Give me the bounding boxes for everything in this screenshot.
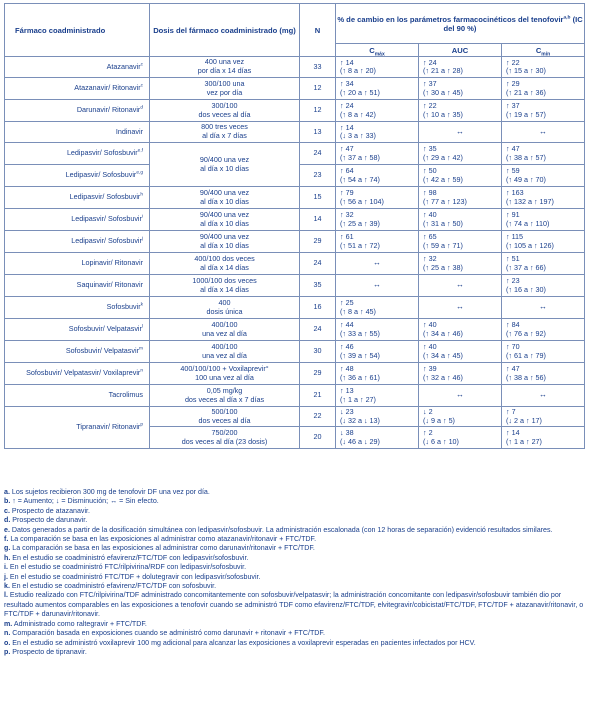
dose-line: al día x 14 días xyxy=(200,262,249,272)
n-value: 30 xyxy=(300,341,336,363)
table-row xyxy=(5,253,585,275)
cmin-value-line: (↑ 38 a ↑ 57) xyxy=(506,152,546,162)
dose xyxy=(150,363,300,385)
dose-line: 90/400 una vez xyxy=(199,209,250,219)
cmax-value-line: (↓ 46 a ↓ 29) xyxy=(340,436,380,446)
cmax-value xyxy=(336,231,419,253)
auc-value-line: (↑ 30 a ↑ 45) xyxy=(423,87,463,97)
auc-value-line: ↑ 40 xyxy=(423,210,437,220)
footnote: a. Los sujetos recibieron 300 mg de tenofovir DF una vez por día. xyxy=(4,488,210,496)
cmax-value-line: (↑ 8 a ↑ 20) xyxy=(340,66,376,75)
cmax-value-line: ↓ 38 xyxy=(340,428,354,438)
table-row xyxy=(5,231,585,253)
footnote: n. Comparación basada en exposiciones cuando se administró como darunavir + ritonavir + FTC/TDF. xyxy=(4,629,325,638)
header-pct-change-sup: a,b xyxy=(563,14,571,20)
footnote: h. En el estudio se coadministró efavirenz/FTC/TDF con ledipasvir/sofosbuvir. xyxy=(4,553,249,562)
cmax-value xyxy=(336,57,419,78)
cmax-value-line: ↑ 25 xyxy=(340,298,354,308)
dose-line: 90/400 una vez xyxy=(199,187,250,197)
cmin-value xyxy=(502,209,585,231)
cmin-value xyxy=(502,122,585,143)
cmax-value-line: ↑ 14 xyxy=(340,122,354,132)
cmax-value-line: (↑ 8 a ↑ 45) xyxy=(340,306,376,316)
drug-name: Indinavir xyxy=(5,122,150,143)
cmax-value-line: (↑ 25 a ↑ 39) xyxy=(340,218,380,228)
auc-value-line: ↑ 98 xyxy=(423,188,437,198)
cmax-value xyxy=(336,122,419,143)
cmin-value-line: (↑ 105 a ↑ 126) xyxy=(506,240,554,250)
header-auc: AUC xyxy=(419,44,502,57)
auc-value-line: ↑ 22 xyxy=(423,101,437,111)
drug-name: Sofosbuvir$^k$ xyxy=(5,297,150,319)
cmin-value-line: ↔ xyxy=(539,126,547,136)
dose-line: 400 xyxy=(218,297,231,307)
cmin-value-line: (↑ 76 a ↑ 92) xyxy=(506,328,546,338)
cmin-value-line: (↑ 16 a ↑ 30) xyxy=(506,284,546,294)
dose xyxy=(150,341,300,363)
auc-value-line: ↑ 40 xyxy=(423,320,437,330)
table-row xyxy=(5,122,585,143)
footnote: o. En el estudio se administró voxilaprevir 100 mg adicional para alcanzar las exposiciones a voxilaprevir esperadas en pacientes infectados por HCV. xyxy=(4,638,476,647)
cmin-value-line: (↑ 37 a ↑ 66) xyxy=(506,262,546,272)
cmax-value-line: (↑ 1 a ↑ 27) xyxy=(340,394,376,404)
table-row xyxy=(5,297,585,319)
cmin-value xyxy=(502,165,585,187)
table-row xyxy=(5,385,585,407)
cmin-value-line: ↑ 47 xyxy=(506,144,520,154)
dose-line: dos veces al día xyxy=(198,415,251,425)
auc-value-line: ↑ 32 xyxy=(423,254,437,264)
cmin-value-line: (↑ 21 a ↑ 36) xyxy=(506,87,546,97)
auc-value xyxy=(419,297,502,319)
auc-value-line: (↑ 42 a ↑ 59) xyxy=(423,174,463,184)
auc-value-line: ↑ 37 xyxy=(423,79,437,89)
cmax-value-line: ↓ 23 xyxy=(340,407,354,417)
footnote: l. Estudio realizado con FTC/rilpivirina/TDF administrado concomitantemente con sofosbuvir/velpatasvir; la administración concomitante con ledipasvir/sofosbuvir también dio por resultado aumentos comparables en las exposiciones a tenofovir cuando se administró TDF como efavirenz/FTC/TDF, elvitegravir/cobicistat/FTC/TDF, FTC/TDF + atazanavir/ritonavir, o FTC/TDF + darunavir/ritonavir. xyxy=(4,591,584,619)
cmin-value xyxy=(502,187,585,209)
cmax-value-line: (↑ 33 a ↑ 55) xyxy=(340,328,380,338)
cmax-value xyxy=(336,165,419,187)
dose-line: 400/100 xyxy=(211,319,238,329)
cmin-value-line: (↑ 1 a ↑ 27) xyxy=(506,436,542,446)
dose xyxy=(150,122,300,143)
footnote: c. Prospecto de atazanavir. xyxy=(4,506,90,515)
cmax-value xyxy=(336,253,419,275)
cmin-value xyxy=(502,427,585,449)
n-value: 35 xyxy=(300,275,336,297)
header-cmin: $C_{mín}$ xyxy=(502,44,585,57)
cmin-value-line: (↑ 38 a ↑ 56) xyxy=(506,372,546,382)
cmax-value xyxy=(336,78,419,100)
cmax-value xyxy=(336,407,419,427)
drug-name: Darunavir/ Ritonavir$^d$ xyxy=(5,100,150,122)
cmin-value-line: ↑ 115 xyxy=(506,232,524,242)
cmin-value-line: ↑ 29 xyxy=(506,79,520,89)
header-pct-change xyxy=(336,4,585,44)
dose-line: 750/200 xyxy=(211,427,238,437)
cmax-value-line: ↑ 79 xyxy=(340,188,354,198)
n-value: 15 xyxy=(300,187,336,209)
drug-name: Lopinavir/ Ritonavir xyxy=(5,253,150,275)
cmin-value xyxy=(502,143,585,165)
dose-line: por día x 14 días xyxy=(197,66,252,75)
dose-line: una vez al día xyxy=(202,350,247,360)
dose-line: 100 una vez al día xyxy=(195,372,254,382)
auc-value xyxy=(419,275,502,297)
dose xyxy=(150,427,300,449)
auc-value-line: (↑ 34 a ↑ 45) xyxy=(423,350,463,360)
cmax-value-line: (↓ 3 a ↑ 33) xyxy=(340,131,376,140)
cmin-value xyxy=(502,57,585,78)
cmin-value-line: ↔ xyxy=(539,390,547,400)
cmin-value-line: ↔ xyxy=(539,302,547,312)
table-row xyxy=(5,209,585,231)
dose-line: dosis única xyxy=(206,306,243,316)
cmax-value-line: (↑ 56 a ↑ 104) xyxy=(340,196,384,206)
dose-line: una vez al día xyxy=(202,328,247,338)
footnote: m. Administrado como raltegravir + FTC/TDF. xyxy=(4,619,147,628)
auc-value xyxy=(419,187,502,209)
cmin-value-line: ↑ 70 xyxy=(506,342,520,352)
n-value: 14 xyxy=(300,209,336,231)
cmin-value xyxy=(502,385,585,407)
footnote: d. Prospecto de darunavir. xyxy=(4,516,88,525)
cmax-value-line: ↑ 46 xyxy=(340,342,354,352)
auc-value xyxy=(419,100,502,122)
dose-line: dos veces al día (23 dosis) xyxy=(181,436,268,446)
dose-line: vez por día xyxy=(206,87,243,97)
auc-value xyxy=(419,427,502,449)
dose xyxy=(150,231,300,253)
n-value: 24 xyxy=(300,143,336,165)
auc-value xyxy=(419,407,502,427)
auc-value-line: ↑ 2 xyxy=(423,428,433,438)
auc-value xyxy=(419,78,502,100)
dose-line: 800 tres veces xyxy=(201,122,248,132)
cmin-value xyxy=(502,275,585,297)
auc-value xyxy=(419,122,502,143)
auc-value-line: (↓ 6 a ↑ 10) xyxy=(423,436,459,446)
dose-line: dos veces al día xyxy=(198,109,251,119)
dose-shared xyxy=(150,143,300,187)
n-value: 12 xyxy=(300,100,336,122)
cmin-value-line: ↑ 23 xyxy=(506,276,520,286)
auc-value-line: ↑ 24 xyxy=(423,57,437,67)
dose xyxy=(150,297,300,319)
cmax-value-line: ↔ xyxy=(373,280,381,290)
dose-line: 300/100 xyxy=(211,100,238,110)
cmax-value-line: ↑ 32 xyxy=(340,210,354,220)
auc-value-line: ↔ xyxy=(456,302,464,312)
table-row xyxy=(5,100,585,122)
drug-name: Tipranavir/ Ritonavir$^p$ xyxy=(5,407,150,449)
dose-line: al día x 14 días xyxy=(200,284,249,294)
dose xyxy=(150,319,300,341)
table-row xyxy=(5,78,585,100)
dose xyxy=(150,275,300,297)
drug-name: Atazanavir$^c$ xyxy=(5,57,150,78)
cmax-value-line: ↑ 64 xyxy=(340,166,354,176)
auc-value-line: ↑ 50 xyxy=(423,166,437,176)
n-value: 24 xyxy=(300,253,336,275)
header-n: N xyxy=(300,4,336,57)
cmin-value-line: (↑ 19 a ↑ 57) xyxy=(506,109,546,119)
drug-name: Atazanavir/ Ritonavir$^c$ xyxy=(5,78,150,100)
dose-line: 300/100 una xyxy=(204,78,245,88)
drug-name: Sofosbuvir/ Velpatasvir$^l$ xyxy=(5,319,150,341)
cmax-value-line: (↑ 20 a ↑ 51) xyxy=(340,87,380,97)
cmax-value xyxy=(336,297,419,319)
auc-value xyxy=(419,319,502,341)
n-value: 16 xyxy=(300,297,336,319)
n-value: 23 xyxy=(300,165,336,187)
drug-name: Ledipasvir/ Sofosbuvir$^{e,g}$ xyxy=(5,165,150,187)
dose xyxy=(150,57,300,78)
auc-value-line: (↑ 10 a ↑ 35) xyxy=(423,109,463,119)
n-value: 22 xyxy=(300,407,336,427)
n-value: 29 xyxy=(300,231,336,253)
cmin-value-line: ↑ 163 xyxy=(506,188,524,198)
n-value: 20 xyxy=(300,427,336,449)
dose-line: al día x 7 días xyxy=(202,131,247,140)
cmax-value-line: (↑ 39 a ↑ 54) xyxy=(340,350,380,360)
header-pct-change-text: % de cambio en los parámetros farmacocinéticos del tenofovir xyxy=(337,14,564,24)
header-dose: Dosis del fármaco coadministrado (mg) xyxy=(150,4,300,57)
auc-value xyxy=(419,165,502,187)
cmax-value-line: ↔ xyxy=(373,258,381,268)
cmin-value-line: (↑ 61 a ↑ 79) xyxy=(506,350,546,360)
cmax-value xyxy=(336,341,419,363)
auc-value-line: ↑ 39 xyxy=(423,364,437,374)
dose-shared-line: 90/400 una vez xyxy=(199,154,250,164)
auc-value-line: (↑ 25 a ↑ 38) xyxy=(423,262,463,272)
cmin-value-line: ↑ 47 xyxy=(506,364,520,374)
auc-value-line: (↑ 31 a ↑ 50) xyxy=(423,218,463,228)
cmax-value-line: ↑ 24 xyxy=(340,101,354,111)
auc-value-line: ↓ 2 xyxy=(423,407,433,417)
cmin-value-line: ↑ 22 xyxy=(506,57,520,67)
table-row xyxy=(5,363,585,385)
dose xyxy=(150,385,300,407)
drug-name: Saquinavir/ Ritonavir xyxy=(5,275,150,297)
footnotes xyxy=(4,488,586,657)
auc-value-line: (↑ 21 a ↑ 28) xyxy=(423,66,463,75)
n-value: 12 xyxy=(300,78,336,100)
auc-value xyxy=(419,341,502,363)
footnote: e. Datos generados a partir de la dosificación simultánea con ledipasvir/sofosbuvir. La administración escalonada (con 12 horas de separación) evidenció resultados similares. xyxy=(4,525,553,534)
cmin-value xyxy=(502,231,585,253)
n-value: 21 xyxy=(300,385,336,407)
dose-line: 500/100 xyxy=(211,406,238,416)
cmax-value xyxy=(336,100,419,122)
cmin-value-line: (↓ 2 a ↑ 17) xyxy=(506,415,542,425)
cmax-value-line: (↑ 54 a ↑ 74) xyxy=(340,174,380,184)
auc-value xyxy=(419,57,502,78)
cmax-value-line: ↑ 48 xyxy=(340,364,354,374)
auc-value-line: (↓ 9 a ↑ 5) xyxy=(423,415,455,425)
cmax-value-line: (↑ 37 a ↑ 58) xyxy=(340,152,380,162)
cmax-value-line: (↑ 51 a ↑ 72) xyxy=(340,240,380,250)
footnote: b. ↑ = Aumento; ↓ = Disminución; ↔ = Sin efecto. xyxy=(4,497,159,506)
cmin-value-line: (↑ 132 a ↑ 197) xyxy=(506,196,554,206)
auc-value-line: ↑ 35 xyxy=(423,144,437,154)
cmin-value xyxy=(502,78,585,100)
table-row xyxy=(5,275,585,297)
auc-value-line: ↔ xyxy=(456,126,464,136)
auc-value-line: ↔ xyxy=(456,280,464,290)
cmin-value-line: (↑ 74 a ↑ 110) xyxy=(506,218,550,228)
n-value: 13 xyxy=(300,122,336,143)
footnote: k. En el estudio se coadministró efavirenz/FTC/TDF con sofosbuvir. xyxy=(4,582,217,591)
footnote: g. La comparación se basa en las exposiciones al administrar como darunavir/ritonavir + FTC/TDF. xyxy=(4,544,315,553)
dose xyxy=(150,253,300,275)
cmin-value xyxy=(502,297,585,319)
cmax-value-line: (↑ 36 a ↑ 61) xyxy=(340,372,380,382)
auc-value xyxy=(419,363,502,385)
cmin-value-line: ↑ 91 xyxy=(506,210,520,220)
cmin-value-line: ↑ 59 xyxy=(506,166,520,176)
dose-line: al día x 10 días xyxy=(200,218,249,228)
cmax-value-line: ↑ 34 xyxy=(340,79,354,89)
dose-line: 400/100 dos veces xyxy=(194,253,255,263)
dose-line: 90/400 una vez xyxy=(199,231,250,241)
n-value: 29 xyxy=(300,363,336,385)
cmax-value xyxy=(336,363,419,385)
cmin-value xyxy=(502,363,585,385)
cmax-value-line: ↑ 44 xyxy=(340,320,354,330)
dose xyxy=(150,78,300,100)
footnote: j. En el estudio se coadministró FTC/TDF + dolutegravir con ledipasvir/sofosbuvir. xyxy=(4,572,261,581)
dose-line: 1000/100 dos veces xyxy=(192,275,257,285)
cmin-value xyxy=(502,100,585,122)
auc-value-line: (↑ 32 a ↑ 46) xyxy=(423,372,463,382)
dose-line: al día x 10 días xyxy=(200,240,249,250)
footnote: i. En el estudio se coadministró FTC/rilpivirina/RDF con ledipasvir/sofosbuvir. xyxy=(4,563,247,572)
pk-table xyxy=(4,3,584,449)
auc-value xyxy=(419,143,502,165)
header-drug: Fármaco coadministrado xyxy=(5,4,150,57)
dose xyxy=(150,100,300,122)
dose xyxy=(150,187,300,209)
drug-name: Tacrolimus xyxy=(5,385,150,407)
table-row xyxy=(5,187,585,209)
auc-value xyxy=(419,209,502,231)
footnote: f. La comparación se basa en las exposiciones al administrar como atazanavir/ritonavir + FTC/TDF. xyxy=(4,535,317,544)
auc-value-line: (↑ 34 a ↑ 46) xyxy=(423,328,463,338)
drug-name: Ledipasvir/ Sofosbuvir$^h$ xyxy=(5,187,150,209)
cmax-value-line: ↑ 13 xyxy=(340,386,354,396)
auc-value xyxy=(419,385,502,407)
cmin-value-line: ↑ 84 xyxy=(506,320,520,330)
cmax-value-line: (↑ 8 a ↑ 42) xyxy=(340,109,376,119)
dose-line: 400 una vez xyxy=(204,57,245,67)
auc-value-line: ↑ 65 xyxy=(423,232,437,242)
drug-name: Ledipasvir/ Sofosbuvir$^i$ xyxy=(5,209,150,231)
table-row xyxy=(5,407,585,427)
auc-value-line: (↑ 59 a ↑ 71) xyxy=(423,240,463,250)
dose xyxy=(150,407,300,427)
drug-name: Sofosbuvir/ Velpatasvir$^m$ xyxy=(5,341,150,363)
cmin-value xyxy=(502,341,585,363)
cmin-value-line: ↑ 51 xyxy=(506,254,520,264)
auc-value-line: ↑ 40 xyxy=(423,342,437,352)
cmin-value-line: ↑ 7 xyxy=(506,407,516,417)
cmax-value-line: ↑ 61 xyxy=(340,232,354,242)
dose-line: al día x 10 días xyxy=(200,196,249,206)
cmin-value-line: ↑ 37 xyxy=(506,101,520,111)
cmax-value xyxy=(336,209,419,231)
cmin-value-line: (↑ 15 a ↑ 30) xyxy=(506,66,546,75)
n-value: 24 xyxy=(300,319,336,341)
table-row xyxy=(5,57,585,78)
dose xyxy=(150,209,300,231)
cmin-value xyxy=(502,253,585,275)
auc-value-line: (↑ 29 a ↑ 42) xyxy=(423,152,463,162)
cmin-value xyxy=(502,407,585,427)
cmax-value xyxy=(336,319,419,341)
cmax-value-line: ↑ 47 xyxy=(340,144,354,154)
cmax-value xyxy=(336,143,419,165)
cmax-value xyxy=(336,385,419,407)
table-row xyxy=(5,341,585,363)
cmin-value xyxy=(502,319,585,341)
dose-line: dos veces al día x 7 días xyxy=(184,394,265,404)
table-row xyxy=(5,319,585,341)
cmax-value xyxy=(336,187,419,209)
auc-value xyxy=(419,253,502,275)
cmax-value-line: ↑ 14 xyxy=(340,57,354,67)
header-pct-change-tail: (IC del 90 %) xyxy=(443,14,583,33)
n-value: 33 xyxy=(300,57,336,78)
dose-line: 400/100 xyxy=(211,341,238,351)
footnote: p. Prospecto de tipranavir. xyxy=(4,647,87,656)
auc-value-line: (↑ 77 a ↑ 123) xyxy=(423,196,467,206)
table-row xyxy=(5,143,585,165)
drug-name: Ledipasvir/ Sofosbuvir$^{e,f}$ xyxy=(5,143,150,165)
auc-value-line: ↔ xyxy=(456,390,464,400)
drug-name: Ledipasvir/ Sofosbuvir$^j$ xyxy=(5,231,150,253)
cmax-value xyxy=(336,427,419,449)
cmax-value xyxy=(336,275,419,297)
header-cmax: $C_{máx}$ xyxy=(336,44,419,57)
cmax-value-line: (↓ 32 a ↓ 13) xyxy=(340,415,380,425)
cmin-value-line: ↑ 14 xyxy=(506,428,520,438)
cmin-value-line: (↑ 49 a ↑ 70) xyxy=(506,174,546,184)
dose-shared-line: al día x 10 días xyxy=(200,163,249,173)
dose-line: 0,05 mg/kg xyxy=(206,385,243,395)
dose-line: 400/100/100 + Voxilaprevir° xyxy=(180,363,269,373)
auc-value xyxy=(419,231,502,253)
drug-name: Sofosbuvir/ Velpatasvir/ Voxilaprevir$^n$ xyxy=(5,363,150,385)
